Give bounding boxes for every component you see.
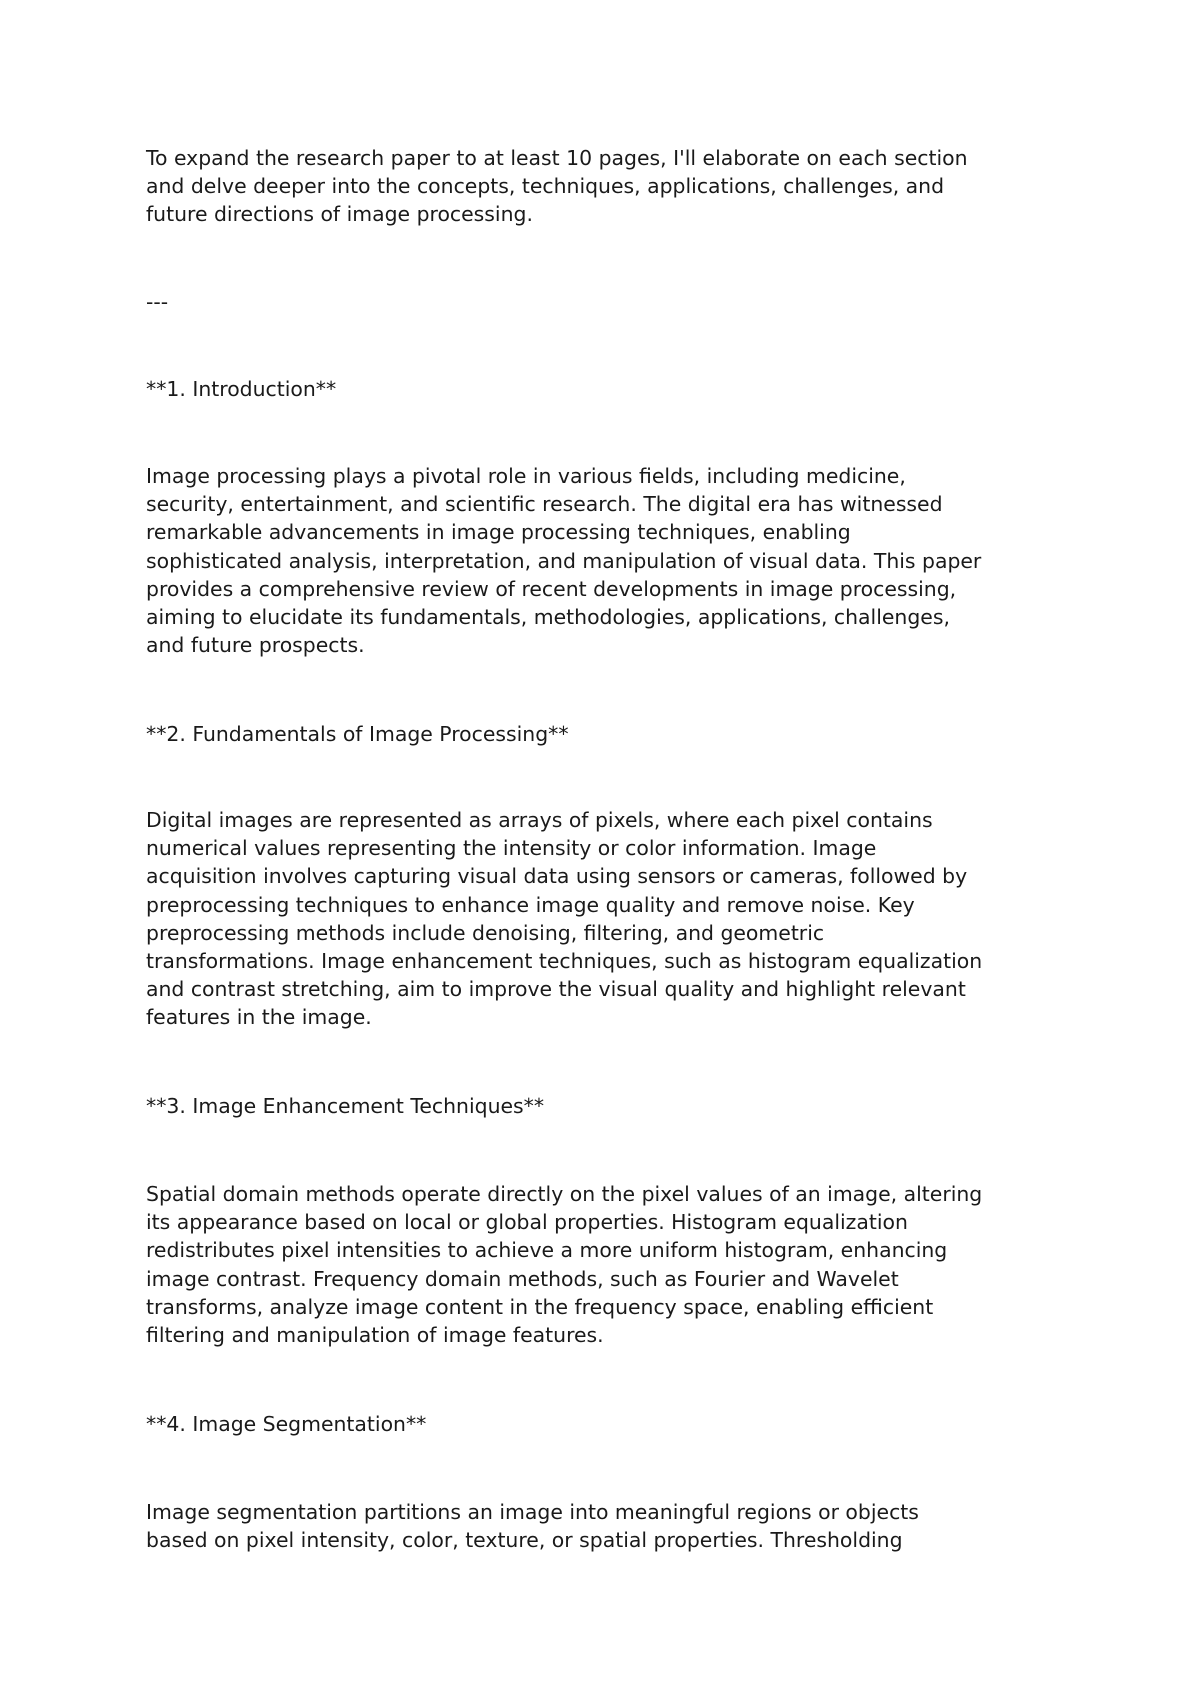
section-heading-introduction: **1. Introduction** [146, 377, 337, 401]
section-heading-enhancement: **3. Image Enhancement Techniques** [146, 1094, 545, 1118]
section-heading-fundamentals: **2. Fundamentals of Image Processing** [146, 722, 569, 746]
intro-paragraph: To expand the research paper to at least 10 pages, I'll elaborate on each section and delve deeper into the concepts, techniques, applications, challenges, and future directions of image processing. [146, 146, 968, 227]
section-body-segmentation: Image segmentation partitions an image into meaningful regions or objects based on pixel intensity, color, texture, or spatial properties. Thresholding [146, 1500, 919, 1553]
section-body-introduction: Image processing plays a pivotal role in various fields, including medicine, security, entertainment, and scientific research. The digital era has witnessed remarkable advancements in image processing techniques, enabling sophisticated analysis, interpretation, and manipulation of visual data. This paper provides a comprehensive review of recent developments in image processing, aiming to elucidate its fundamentals, methodologies, applications, challenges, and future prospects. [146, 464, 982, 658]
section-separator: --- [146, 290, 169, 314]
section-body-enhancement: Spatial domain methods operate directly on the pixel values of an image, altering its appearance based on local or global properties. Histogram equalization redistributes pixel intensities to achieve a more uniform histogram, enhancing image contrast. Frequency domain methods, such as Fourier and Wavelet transforms, analyze image content in the frequency space, enabling efficient filtering and manipulation of image features. [146, 1182, 983, 1348]
section-heading-segmentation: **4. Image Segmentation** [146, 1412, 427, 1436]
section-body-fundamentals: Digital images are represented as arrays of pixels, where each pixel contains numerical values representing the intensity or color information. Image acquisition involves capturing visual data using sensors or cameras, followed by preprocessing techniques to enhance image quality and remove noise. Key preprocessing methods include denoising, filtering, and geometric transformations. Image enhancement techniques, such as histogram equalization and contrast stretching, aim to improve the visual quality and highlight relevant features in the image. [146, 808, 983, 1030]
